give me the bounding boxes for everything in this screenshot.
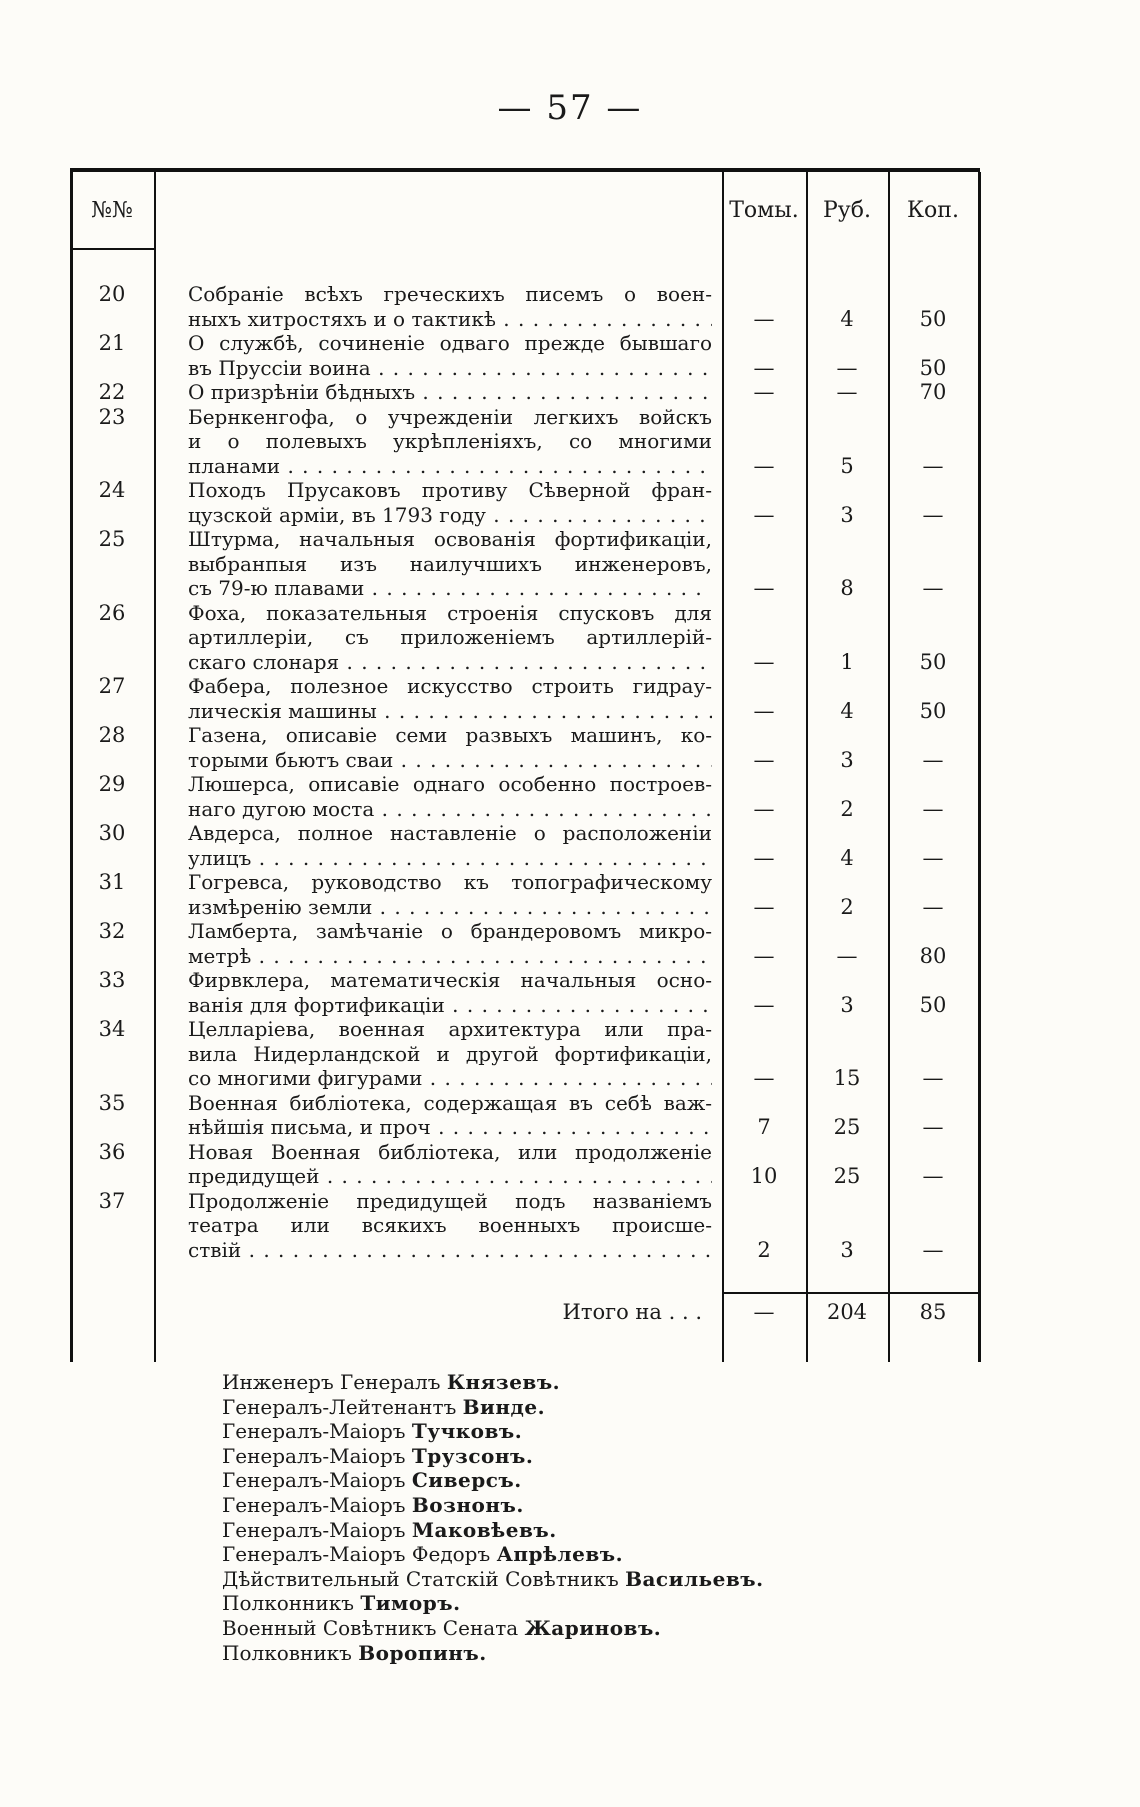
row-number: 37 [98, 1188, 126, 1213]
row-volumes: — [753, 992, 775, 1017]
description-line: Собраніе всѣхъ греческихъ писемъ о воен- [188, 282, 712, 306]
description-line: ванія для фортификаціи . . . [188, 993, 712, 1018]
total-kopecks: 85 [919, 1300, 947, 1324]
table-row [70, 478, 980, 527]
description-line: Фабера, полезное искусство строить гидрау- [188, 674, 712, 698]
table-row [70, 380, 980, 405]
row-rubles: 15 [833, 1066, 861, 1090]
row-kopecks: — [922, 1237, 944, 1262]
description-line: въ Пруссіи воина . . . [188, 356, 712, 381]
signature-line [222, 1468, 764, 1493]
row-rubles: 4 [840, 845, 854, 870]
table-row [70, 821, 980, 870]
header-number: №№ [91, 198, 133, 223]
signature-line [222, 1370, 764, 1395]
row-description [188, 405, 712, 479]
signature-title: Генералъ-Маіоръ [222, 1492, 406, 1517]
description-line: ствій . . . [188, 1238, 712, 1263]
row-kopecks: — [922, 1115, 944, 1139]
row-kopecks: 70 [919, 380, 947, 404]
row-volumes: — [753, 649, 775, 674]
table-rows [70, 282, 980, 1262]
description-line: со многими фигурами . . . [188, 1066, 712, 1091]
row-rubles: 1 [840, 649, 854, 674]
row-volumes: — [753, 894, 775, 919]
row-description [188, 1189, 712, 1263]
row-rubles: 5 [840, 453, 854, 478]
signature-line [222, 1518, 764, 1543]
row-volumes: — [753, 943, 775, 968]
signature-line [222, 1444, 764, 1469]
description-line: цузской арміи, въ 1793 году . . . [188, 503, 712, 528]
row-volumes: — [753, 796, 775, 821]
description-line: театра или всякихъ военныхъ происше- [188, 1213, 712, 1237]
description-line: ныхъ хитростяхъ и о тактикѣ . . . [188, 307, 712, 332]
row-rubles: 4 [840, 698, 854, 723]
signature-line [222, 1616, 764, 1641]
signature-title: Инженеръ Генералъ [222, 1370, 441, 1394]
row-kopecks: — [922, 1164, 944, 1188]
description-line: Походъ Прусаковъ противу Сѣверной фран- [188, 478, 712, 502]
signature-title: Полконникъ [222, 1591, 354, 1616]
table-row [70, 772, 980, 821]
row-description [188, 772, 712, 821]
row-rubles: — [836, 380, 858, 404]
description-line: вила Нидерландской и другой фортификаціи, [188, 1041, 712, 1066]
total-rule [722, 1292, 980, 1294]
row-number: 20 [98, 282, 126, 306]
description-line: Целларіева, военная архитектура или пра- [188, 1017, 712, 1041]
description-line: Гогревса, руководство къ топографическому [188, 870, 712, 894]
row-rubles: 25 [833, 1115, 861, 1139]
signature-line [222, 1419, 764, 1444]
row-description [188, 968, 712, 1017]
row-rubles: — [836, 943, 858, 968]
table-row [70, 968, 980, 1017]
signature-title: Генералъ-Маіоръ Федоръ [222, 1542, 491, 1567]
header-kopecks: Коп. [907, 198, 959, 223]
row-rubles: 2 [840, 894, 854, 919]
signature-title: Генералъ-Маіоръ [222, 1443, 406, 1468]
row-number: 24 [98, 478, 126, 502]
description-line: предидущей . . . [188, 1164, 712, 1189]
description-line: Люшерса, описавіе однаго особенно построев- [188, 772, 712, 796]
row-kopecks: 50 [919, 992, 947, 1017]
row-description [188, 527, 712, 601]
row-volumes: — [753, 502, 775, 527]
table-row [70, 527, 980, 601]
description-line: Фоха, показательныя строенія спусковъ для [188, 600, 712, 625]
row-description [188, 1140, 712, 1189]
header-rule [70, 248, 154, 250]
table-row [70, 1017, 980, 1091]
description-line: О призрѣніи бѣдныхъ . . . [188, 380, 712, 405]
description-line: Фирвклера, математическія начальныя осно- [188, 968, 712, 992]
description-line: Продолженіе предидущей подъ названіемъ [188, 1188, 712, 1213]
row-description [188, 1017, 712, 1091]
table-row [70, 331, 980, 380]
row-rubles: 3 [840, 1237, 854, 1262]
signature-line [222, 1567, 764, 1592]
description-line: наго дугою моста . . . [188, 797, 712, 822]
row-description [188, 821, 712, 870]
signature-line [222, 1641, 764, 1666]
row-number: 29 [98, 772, 126, 796]
table-row [70, 1189, 980, 1263]
row-number: 28 [98, 723, 126, 747]
table-row [70, 674, 980, 723]
row-number: 36 [98, 1139, 126, 1164]
row-rubles: 3 [840, 992, 854, 1017]
signature-name: Тиморъ. [360, 1591, 461, 1616]
row-rubles: 4 [840, 306, 854, 331]
total-label: Итого на . . . [562, 1300, 702, 1324]
description-line: Бернкенгофа, о учрежденіи легкихъ войскъ [188, 404, 712, 429]
signature-line [222, 1591, 764, 1616]
row-description [188, 380, 712, 405]
description-line: метрѣ . . . [188, 944, 712, 969]
header-rubles: Руб. [823, 198, 871, 223]
signature-name: Васильевъ. [625, 1566, 764, 1591]
ledger-table [70, 168, 980, 1362]
table-row [70, 1140, 980, 1189]
row-kopecks: 50 [919, 698, 947, 723]
signature-name: Сиверсъ. [411, 1468, 522, 1493]
row-kopecks: — [922, 1066, 944, 1090]
row-volumes: — [753, 747, 775, 772]
row-number: 27 [98, 674, 126, 698]
signature-name: Апрѣлевъ. [496, 1542, 624, 1567]
row-kopecks: 80 [919, 943, 947, 968]
signature-name: Винде. [462, 1394, 546, 1419]
row-description [188, 282, 712, 331]
total-rubles: 204 [826, 1300, 868, 1324]
description-line: скаго слонаря . . . [188, 650, 712, 675]
row-number: 32 [98, 919, 126, 943]
description-line: измѣренію земли . . . [188, 895, 712, 920]
total-row [70, 1300, 980, 1328]
row-description [188, 919, 712, 968]
row-kopecks: 50 [919, 649, 947, 674]
signature-title: Дѣйствительный Статскій Совѣтникъ [222, 1566, 619, 1591]
row-volumes: — [753, 1066, 775, 1090]
row-volumes: — [753, 355, 775, 380]
signature-title: Военный Совѣтникъ Сената [222, 1615, 519, 1640]
row-kopecks: — [922, 502, 944, 527]
description-line: улицъ . . . [188, 846, 712, 871]
row-description [188, 870, 712, 919]
description-line: Авдерса, полное наставленіе о расположеніи [188, 821, 712, 845]
row-number: 23 [98, 404, 126, 429]
row-rubles: — [836, 355, 858, 380]
description-line: и о полевыхъ укрѣпленіяхъ, со многими [188, 429, 712, 453]
row-number: 33 [98, 968, 126, 992]
row-volumes: 2 [757, 1237, 771, 1262]
description-line: нѣйшія письма, и проч . . . [188, 1115, 712, 1140]
signature-name: Маковѣевъ. [411, 1517, 557, 1542]
row-volumes: — [753, 576, 775, 600]
table-row [70, 870, 980, 919]
description-line: Газена, описавіе семи развыхъ машинъ, ко- [188, 723, 712, 747]
row-number: 26 [98, 600, 126, 625]
description-line: Новая Военная библіотека, или продолженіе [188, 1139, 712, 1164]
signature-title: Генералъ-Маіоръ [222, 1419, 406, 1444]
page-number: — 57 — [497, 88, 643, 128]
signature-name: Вознонъ. [411, 1492, 524, 1517]
total-volumes: — [753, 1300, 775, 1324]
row-number: 31 [98, 870, 126, 894]
row-rubles: 3 [840, 747, 854, 772]
row-number: 35 [98, 1090, 126, 1115]
signature-name: Князевъ. [446, 1370, 561, 1394]
signature-title: Генералъ-Маіоръ [222, 1517, 406, 1542]
row-kopecks: — [922, 894, 944, 919]
row-volumes: — [753, 453, 775, 478]
description-line: съ 79-ю плавами . . . [188, 576, 712, 601]
row-volumes: — [753, 845, 775, 870]
row-rubles: 2 [840, 796, 854, 821]
description-line: выбранпыя изъ наилучшихъ инженеровъ, [188, 551, 712, 576]
description-line: лическія машины . . . [188, 699, 712, 724]
row-number: 22 [98, 380, 126, 404]
row-kopecks: — [922, 453, 944, 478]
row-kopecks: 50 [919, 355, 947, 380]
signature-line [222, 1395, 764, 1420]
signature-title: Генералъ-Лейтенантъ [222, 1394, 457, 1419]
row-kopecks: — [922, 845, 944, 870]
row-number: 30 [98, 821, 126, 845]
description-line: торыми бьютъ сваи . . . [188, 748, 712, 773]
row-volumes: — [753, 306, 775, 331]
table-row [70, 601, 980, 675]
table-row [70, 405, 980, 479]
signature-name: Трузсонъ. [411, 1443, 534, 1468]
row-volumes: 10 [750, 1164, 778, 1188]
row-rubles: 8 [840, 576, 854, 600]
signature-title: Генералъ-Маіоръ [222, 1468, 406, 1493]
row-volumes: 7 [757, 1115, 771, 1139]
description-line: планами . . . [188, 454, 712, 479]
signature-name: Жариновъ. [524, 1615, 662, 1640]
table-row [70, 723, 980, 772]
description-line: Военная библіотека, содержащая въ себѣ важ- [188, 1090, 712, 1115]
signature-line [222, 1542, 764, 1567]
signature-title: Полковникъ [222, 1640, 352, 1665]
row-kopecks: 50 [919, 306, 947, 331]
description-line: Штурма, начальныя освованія фортификаціи, [188, 527, 712, 551]
row-number: 21 [98, 331, 126, 355]
row-description [188, 723, 712, 772]
header-volumes: Томы. [729, 198, 799, 223]
row-description [188, 1091, 712, 1140]
row-number: 25 [98, 527, 126, 551]
row-number: 34 [98, 1017, 126, 1041]
description-line: артиллеріи, съ приложеніемъ артиллерій- [188, 625, 712, 649]
row-description [188, 674, 712, 723]
table-row [70, 919, 980, 968]
row-kopecks: — [922, 576, 944, 600]
signature-name: Воропинъ. [358, 1640, 487, 1665]
table-row [70, 1091, 980, 1140]
signature-name: Тучковъ. [411, 1419, 523, 1444]
row-rubles: 3 [840, 502, 854, 527]
signatures-list [222, 1370, 764, 1665]
description-line: О службѣ, сочиненіе одваго прежде бывшаго [188, 331, 712, 355]
row-volumes: — [753, 698, 775, 723]
row-kopecks: — [922, 796, 944, 821]
description-line: Ламберта, замѣчаніе о брандеровомъ микро- [188, 919, 712, 943]
table-row [70, 282, 980, 331]
row-kopecks: — [922, 747, 944, 772]
signature-line [222, 1493, 764, 1518]
row-rubles: 25 [833, 1164, 861, 1188]
row-description [188, 601, 712, 675]
row-volumes: — [753, 380, 775, 404]
row-description [188, 331, 712, 380]
row-description [188, 478, 712, 527]
